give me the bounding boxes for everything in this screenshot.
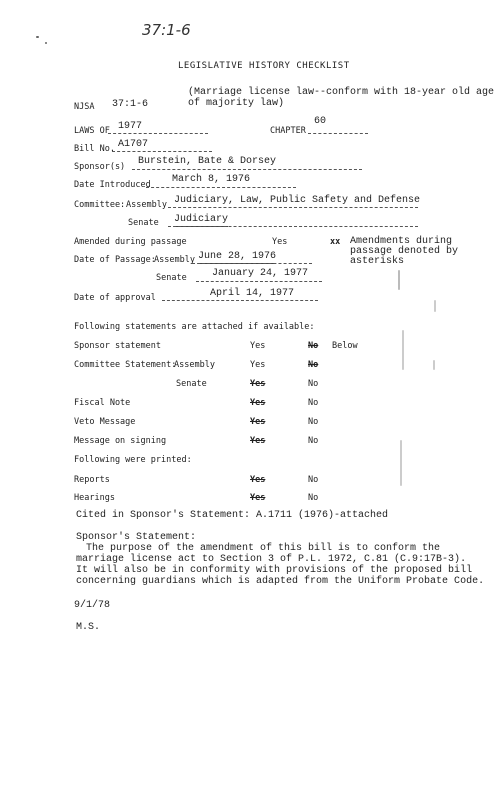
sponsor-statement-line: concerning guardians which is adapted from the Uniform Probate Code. xyxy=(76,576,485,587)
printed-row-yes: Yes xyxy=(250,493,266,503)
footer-date: 9/1/78 xyxy=(74,600,111,611)
approval-value: April 14, 1977 xyxy=(210,288,295,299)
committee-label: Committee: xyxy=(74,200,126,210)
passage-senate-label: Senate xyxy=(156,273,187,283)
approval-underline xyxy=(162,300,318,301)
committee-senate-label: Senate xyxy=(128,218,159,228)
passage-assembly-label: Assembly xyxy=(154,255,195,265)
committee-assembly-label: Assembly xyxy=(126,200,167,210)
attached-row-no: No xyxy=(308,398,319,408)
attached-row-sub: Senate xyxy=(176,379,207,389)
handwritten-file-number: 37:1-6 xyxy=(142,21,191,39)
laws-of-underline xyxy=(108,133,208,134)
attached-row-label: Message on signing xyxy=(74,436,167,446)
attached-row-label: Fiscal Note xyxy=(74,398,131,408)
printed-row-no: No xyxy=(308,493,319,503)
attached-row-no: No xyxy=(308,417,319,427)
scan-artifact xyxy=(402,330,404,370)
date-introduced-label: Date Introduced xyxy=(74,180,151,190)
attached-row-no: No xyxy=(308,360,319,370)
scan-artifact xyxy=(434,300,436,312)
sponsors-label: Sponsor(s) xyxy=(74,162,126,172)
attached-row-label: Committee Statement: xyxy=(74,360,177,370)
subject-description-line1: (Marriage license law--conform with 18-year old age xyxy=(188,87,495,98)
njsa-citation: 37:1-6 xyxy=(112,99,149,110)
sponsor-statement-line: It will also be in conformity with provisions of the proposed bill xyxy=(76,565,473,576)
scan-artifact xyxy=(433,360,435,370)
attached-row-extra: Below xyxy=(332,341,358,351)
amendments-note-line2: passage denoted by xyxy=(350,246,459,257)
passage-label: Date of Passage: xyxy=(74,255,156,265)
amendments-note-line3: asterisks xyxy=(350,256,405,267)
printed-row-label: Hearings xyxy=(74,493,115,503)
scan-speck xyxy=(36,36,39,38)
attached-row-yes: Yes xyxy=(250,417,266,427)
printed-heading: Following were printed: xyxy=(74,455,192,465)
approval-label: Date of approval xyxy=(74,293,156,303)
sponsors-underline xyxy=(132,169,362,170)
page-title: LEGISLATIVE HISTORY CHECKLIST xyxy=(178,61,350,71)
sponsor-statement-line: marriage license act to Section 3 of P.L. 1972, C.81 (C.9:17B-3). xyxy=(76,554,467,565)
attached-row-no: No xyxy=(308,341,319,351)
scan-artifact xyxy=(400,440,402,486)
amended-yes: Yes xyxy=(272,237,288,247)
attached-row-yes: Yes xyxy=(250,379,266,389)
sponsors-value: Burstein, Bate & Dorsey xyxy=(138,156,277,167)
attached-row-label: Sponsor statement xyxy=(74,341,161,351)
sponsor-statement-line: The purpose of the amendment of this bill is to conform the xyxy=(86,543,441,554)
committee-senate-value: Judiciary xyxy=(174,214,229,225)
cited-statement: Cited in Sponsor's Statement: A.1711 (1976)-attached xyxy=(76,510,389,521)
passage-assembly-underline xyxy=(192,263,312,264)
printed-row-yes: Yes xyxy=(250,475,266,485)
amended-label: Amended during passage xyxy=(74,237,187,247)
amendments-note-line1: Amendments during xyxy=(350,236,453,247)
attached-row-yes: Yes xyxy=(250,341,266,351)
sponsor-statement-heading: Sponsor's Statement: xyxy=(76,532,197,543)
chapter-label: CHAPTER xyxy=(270,126,306,136)
passage-assembly-value: June 28, 1976 xyxy=(198,251,277,262)
scan-speck xyxy=(45,42,47,44)
attached-row-yes: Yes xyxy=(250,436,266,446)
footer-initials: M.S. xyxy=(76,622,101,633)
printed-row-no: No xyxy=(308,475,319,485)
attached-heading: Following statements are attached if available: xyxy=(74,322,315,332)
scan-artifact xyxy=(398,270,400,290)
date-introduced-underline xyxy=(146,187,296,188)
committee-assembly-underline xyxy=(168,207,418,208)
passage-senate-underline xyxy=(196,281,322,282)
attached-row-yes: Yes xyxy=(250,360,266,370)
committee-assembly-value: Judiciary, Law, Public Safety and Defense xyxy=(174,195,421,206)
attached-row-label: Veto Message xyxy=(74,417,136,427)
attached-row-no: No xyxy=(308,436,319,446)
njsa-label: NJSA xyxy=(74,102,95,112)
bill-no-value: A1707 xyxy=(118,139,149,150)
committee-senate-underline xyxy=(168,226,418,227)
attached-row-no: No xyxy=(308,379,319,389)
date-introduced-value: March 8, 1976 xyxy=(172,174,251,185)
laws-of-value: 1977 xyxy=(118,121,143,132)
amended-mark: xx xyxy=(330,237,341,247)
bill-no-label: Bill No. xyxy=(74,144,115,154)
subject-description-line2: of majority law) xyxy=(188,98,285,109)
attached-row-sub: Assembly xyxy=(174,360,215,370)
attached-row-yes: Yes xyxy=(250,398,266,408)
bill-no-underline xyxy=(112,151,212,152)
laws-of-label: LAWS OF xyxy=(74,126,110,136)
printed-row-label: Reports xyxy=(74,475,110,485)
passage-senate-value: January 24, 1977 xyxy=(212,268,309,279)
chapter-underline xyxy=(308,133,368,134)
chapter-value: 60 xyxy=(314,116,327,127)
